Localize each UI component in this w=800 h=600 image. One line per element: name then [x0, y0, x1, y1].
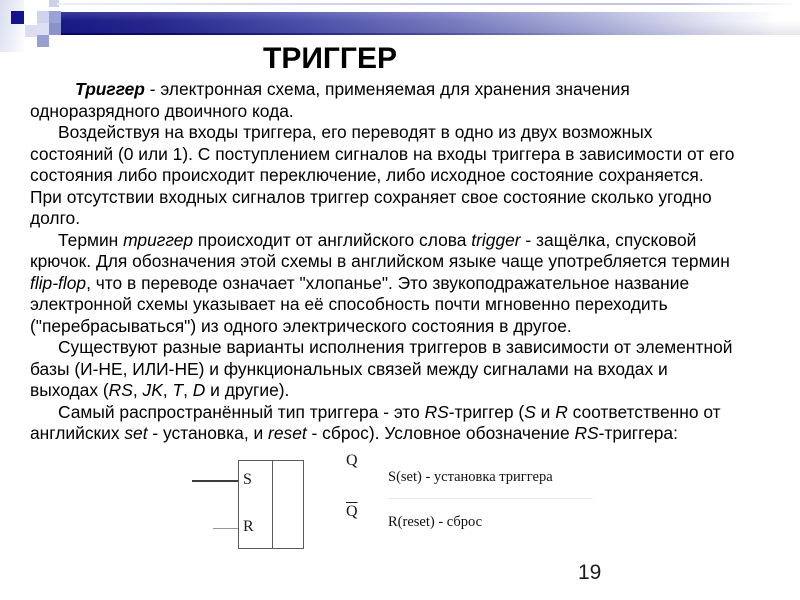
body-line [30, 251, 775, 273]
text-segment: Самый распространённый тип триггера - это [58, 401, 425, 422]
s-input-line [192, 480, 238, 482]
text-segment: При отсутствии входных сигналов триггер сохраняет свое состояние сколько угодно [30, 186, 712, 207]
body-line [30, 230, 775, 252]
text-segment: -триггер ( [448, 401, 525, 422]
text-segment: ("перебрасываться") из одного электрического состояния в другое. [30, 315, 572, 336]
body-line [30, 380, 775, 402]
text-segment: триггер [123, 229, 194, 250]
text-segment: и [535, 401, 556, 422]
body-line [30, 402, 775, 424]
body-line [30, 101, 775, 123]
text-segment: крючок. Для обозначения этой схемы в английском языке чаще употребляется термин [30, 251, 730, 271]
q-output-label: Q [346, 452, 358, 469]
text-segment: set [124, 423, 148, 443]
decor-square [25, 25, 37, 37]
body-line [30, 316, 775, 338]
header-thin-line [57, 3, 793, 5]
text-segment: JK [142, 380, 163, 400]
text-segment: , что в переводе означает "хлопанье". Это звукоподражательное название [86, 272, 690, 293]
text-segment: состояния либо происходит переключение, либо исходное состояние сохраняется. [30, 165, 704, 185]
header-bar-bottom-edge [61, 33, 800, 35]
body-line [30, 359, 775, 381]
text-segment: состояний (0 или 1). С поступлением сигналов на входы триггера в зависимости от его [30, 143, 735, 164]
text-segment: , [162, 380, 173, 400]
text-segment: - сброс). Условное обозначение [306, 423, 575, 443]
decor-square [49, 11, 61, 23]
body-line [30, 165, 775, 187]
body-line [30, 208, 775, 230]
body-line [30, 337, 775, 359]
body-line [30, 122, 775, 144]
decor-square [49, 23, 61, 35]
text-segment: R [555, 401, 568, 422]
body-line [30, 79, 775, 101]
s-input-label: S [243, 471, 252, 488]
decor-square [37, 11, 49, 23]
text-segment: trigger [471, 229, 521, 250]
body-line [30, 423, 775, 445]
text-segment: RS [574, 423, 599, 443]
text-segment: RS [424, 401, 449, 422]
text-segment: выходах ( [30, 380, 109, 400]
r-reset-description: R(reset) - сброс [388, 514, 483, 530]
text-segment: Существуют разные варианты исполнения триггеров в зависимости от элементной [58, 337, 733, 357]
text-segment: RS [108, 380, 133, 400]
body-line [30, 273, 775, 295]
text-segment: долго. [30, 208, 81, 228]
text-segment: Термин [58, 229, 124, 250]
r-input-label: R [243, 518, 254, 535]
text-segment: электронной схемы указывает на её способность почти мгновенно переходить [30, 294, 668, 314]
text-segment: Триггер [75, 79, 145, 99]
text-segment: D [192, 380, 206, 400]
text-segment: Воздействуя на входы триггера, его переводят в одно из двух возможных [58, 122, 653, 142]
text-segment: одноразрядного двоичного кода. [30, 100, 294, 121]
text-segment: -триггера: [598, 423, 678, 443]
trigger-box-divider [272, 460, 273, 548]
body-line [30, 187, 775, 209]
body-line [30, 294, 775, 316]
text-segment: - защёлка, спусковой [520, 229, 697, 250]
page-title: ТРИГГЕР [263, 42, 397, 75]
text-segment: английских [30, 423, 125, 443]
text-segment: базы (И-НЕ, ИЛИ-НЕ) и функциональных связей между сигналами на входах и [30, 358, 668, 379]
text-segment: T [172, 380, 184, 400]
page-number: 19 [578, 561, 602, 584]
header-bar-shading [61, 12, 800, 35]
text-segment: flip-flop [30, 272, 87, 293]
text-segment: происходит от английского слова [193, 229, 472, 250]
body-line [30, 144, 775, 166]
text-segment: - установка, и [147, 423, 269, 443]
text-segment: - электронная схема, применяемая для хранения значения [144, 79, 630, 99]
legend-separator-line [388, 498, 593, 499]
decor-square-navy [11, 11, 24, 24]
text-segment: S [524, 401, 536, 422]
decor-square [37, 23, 49, 35]
text-segment: , [183, 380, 193, 400]
text-segment: , [132, 380, 143, 400]
text-segment: reset [268, 423, 307, 443]
s-set-description: S(set) - установка триггера [388, 469, 553, 485]
r-input-line [213, 528, 238, 529]
text-segment: соответственно от [567, 401, 721, 422]
header-gradient-strip [0, 0, 24, 52]
text-segment: и другие). [205, 380, 290, 400]
body-text [30, 79, 775, 445]
q-inverted-output-label: $\overline{Q}$ [346, 503, 358, 520]
